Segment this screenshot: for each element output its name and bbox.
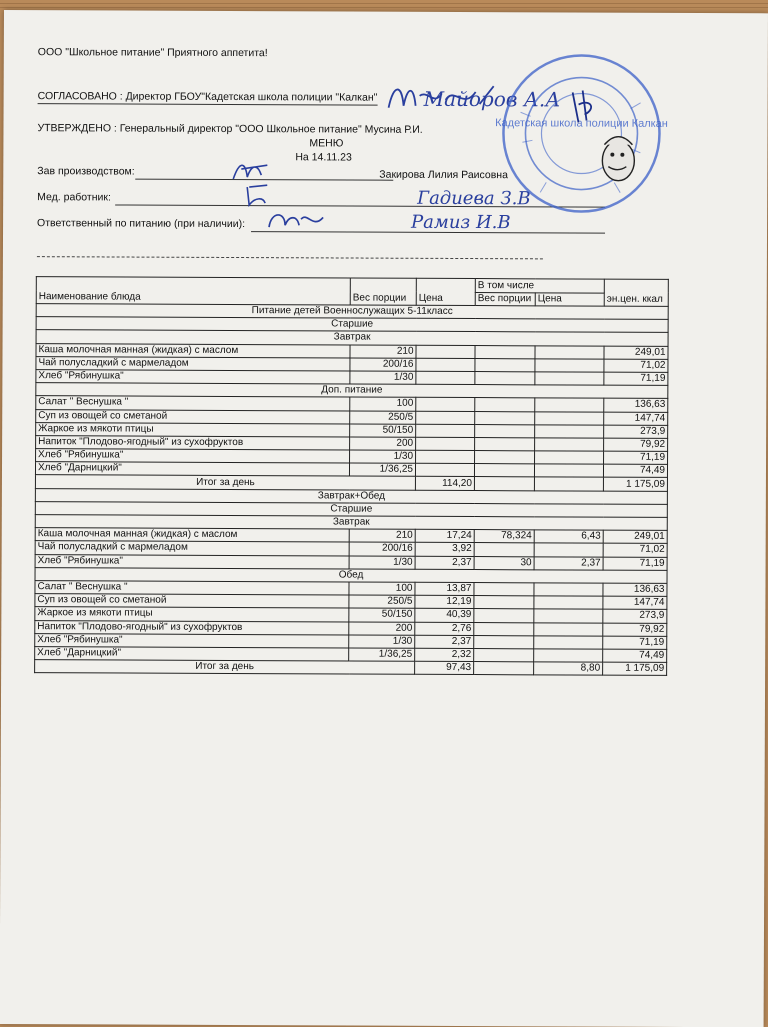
cell-portion: 210 (350, 345, 416, 358)
header-incl: В том числе (475, 279, 604, 293)
cell-ip (475, 371, 535, 384)
cell-kcal: 71,19 (603, 557, 667, 570)
cell-ip (474, 609, 534, 622)
cell-price: 40,39 (415, 609, 474, 622)
cell-ipr (534, 464, 603, 477)
cell-name: Хлеб "Рябинушка" (35, 554, 349, 569)
section-title-label: Завтрак+Обед (35, 488, 667, 504)
wood-grain (0, 7, 768, 8)
cell-kcal: 249,01 (604, 346, 668, 359)
header-energy: эн.цен. ккал (604, 279, 668, 306)
section-title-label: Питание детей Военнослужащих 5-11класс (36, 304, 668, 320)
cell-kcal: 71,19 (603, 636, 667, 649)
cell-kcal: 74,49 (603, 649, 667, 662)
cell-kcal: 79,92 (603, 623, 667, 636)
company-line: ООО "Школьное питание" Приятного аппетита! (37, 46, 268, 60)
cell-price: 13,87 (415, 582, 474, 595)
cell-ip (474, 543, 534, 556)
cell-ipr (535, 398, 604, 411)
cell-ipr (534, 609, 603, 622)
cell-ip: 30 (474, 556, 534, 569)
cell-name: Жаркое из мякоти птицы (35, 607, 349, 622)
cell-name: Напиток "Плодово-ягодный" из сухофруктов (35, 620, 349, 635)
cell-kcal: 71,19 (604, 372, 668, 385)
cell-portion: 50/150 (349, 608, 415, 621)
cell-name: Суп из овощей со сметаной (35, 594, 349, 609)
cell-name: Хлеб "Рябинушка" (36, 370, 350, 385)
cell-ip (474, 464, 534, 477)
cell-kcal: 249,01 (603, 530, 667, 543)
cell-ipr: 6,43 (534, 530, 603, 543)
cell-price (416, 398, 475, 411)
cell-total_ipr: 8,80 (534, 662, 603, 675)
meal-title-label: Завтрак (35, 515, 667, 531)
cell-total_kcal: 1 175,09 (603, 478, 667, 491)
header-portion: Вес порции (350, 278, 416, 305)
underline (38, 103, 378, 105)
cell-name: Хлеб "Рябинушка" (35, 633, 349, 648)
cell-portion: 200/16 (349, 542, 415, 555)
cell-ipr (534, 543, 603, 556)
cell-portion: 200 (350, 437, 416, 450)
cell-ipr (534, 636, 603, 649)
cell-portion: 50/150 (350, 424, 416, 437)
cell-kcal: 136,63 (603, 583, 667, 596)
cell-kcal: 273,9 (603, 609, 667, 622)
cell-portion: 1/36,25 (349, 463, 415, 476)
cell-name: Хлеб "Дарницкий" (35, 462, 349, 477)
cell-portion: 100 (349, 582, 415, 595)
cell-name: Хлеб "Дарницкий" (35, 647, 349, 662)
cell-price: 12,19 (415, 595, 474, 608)
cell-price: 2,37 (415, 635, 474, 648)
cell-price (416, 345, 475, 358)
table-header-row (36, 277, 668, 293)
resp-label: Ответственный по питанию (при наличии): (37, 217, 246, 231)
header-price: Цена (416, 278, 475, 305)
meal-title-label: Доп. питание (36, 383, 668, 399)
cell-portion: 250/5 (350, 411, 416, 424)
prod-name: Закирова Лилия Раисовна (379, 168, 508, 182)
cell-ip (474, 648, 534, 661)
cell-portion: 1/36,25 (349, 648, 415, 661)
resp-handwriting: Рамиз И.В (411, 211, 511, 234)
med-handwriting: Гадиева З.В (417, 187, 531, 210)
confirmed-line: УТВЕРЖДЕНО : Генеральный директор "ООО Школьное питание" Мусина Р.И. (37, 122, 423, 136)
menu-document (0, 10, 768, 1027)
cell-name: Салат " Веснушка " (36, 396, 350, 411)
cell-price (416, 450, 475, 463)
cell-name: Каша молочная манная (жидкая) с маслом (35, 528, 349, 543)
cell-ipr (535, 411, 604, 424)
cell-portion: 1/30 (350, 450, 416, 463)
cell-name: Каша молочная манная (жидкая) с маслом (36, 343, 350, 358)
cell-name: Жаркое из мякоти птицы (36, 422, 350, 437)
cell-ip: 78,324 (474, 530, 534, 543)
cell-name: Салат " Веснушка " (35, 581, 349, 596)
cell-ipr (535, 345, 604, 358)
cell-ipr (535, 372, 604, 385)
group-title-label: Старшие (36, 317, 668, 333)
cell-name: Чай полусладкий с мармеладом (35, 541, 349, 556)
cell-ipr (534, 649, 603, 662)
cell-ip (475, 437, 535, 450)
cell-name: Чай полусладкий с мармеладом (36, 356, 350, 371)
cell-price: 2,37 (415, 556, 474, 569)
cell-ip (475, 398, 535, 411)
cell-empty (474, 662, 534, 675)
cell-portion: 200 (349, 622, 415, 635)
cell-empty (474, 477, 534, 490)
prod-signature (227, 157, 277, 185)
cell-price: 17,24 (415, 529, 474, 542)
cell-empty (534, 477, 603, 490)
cell-total_label: Итог за день (35, 660, 415, 675)
cell-total_price: 114,20 (415, 477, 474, 490)
cell-price (416, 437, 475, 450)
cell-price (416, 371, 475, 384)
header-incl-portion: Вес порции (475, 292, 535, 306)
cell-price: 3,92 (415, 543, 474, 556)
director-handwriting: Майоров А.А (423, 86, 561, 112)
total-row (35, 660, 667, 676)
cell-total_label: Итог за день (35, 475, 415, 490)
cell-total_price: 97,43 (415, 661, 474, 674)
resp-signature (263, 207, 333, 235)
cell-price (416, 424, 475, 437)
approved-line: СОГЛАСОВАНО : Директор ГБОУ"Кадетская школа полиции "Калкан" (37, 90, 378, 104)
cell-ip (475, 358, 535, 371)
school-stamp (495, 52, 668, 215)
cell-ipr (534, 583, 603, 596)
cell-ipr (534, 622, 603, 635)
cell-portion: 250/5 (349, 595, 415, 608)
meal-title-label: Обед (35, 567, 667, 583)
meal-title-label: Завтрак (36, 330, 668, 346)
cell-portion: 1/30 (350, 371, 416, 384)
group-title-label: Старшие (35, 501, 667, 517)
cell-kcal: 71,02 (603, 543, 667, 556)
med-label: Мед. работник: (37, 191, 111, 204)
cell-ip (475, 424, 535, 437)
cell-ip (475, 411, 535, 424)
cell-portion: 1/30 (349, 635, 415, 648)
cell-price (416, 411, 475, 424)
cell-ip (475, 451, 535, 464)
cell-portion: 1/30 (349, 556, 415, 569)
cell-price (416, 358, 475, 371)
cell-price: 2,76 (415, 622, 474, 635)
cell-ipr: 2,37 (534, 556, 603, 569)
cell-portion: 200/16 (350, 358, 416, 371)
cell-name: Хлеб "Рябинушка" (36, 449, 350, 464)
cell-portion: 210 (349, 529, 415, 542)
wood-grain (0, 3, 768, 4)
cell-ip (474, 635, 534, 648)
cell-ipr (535, 438, 604, 451)
cell-kcal: 79,92 (604, 438, 668, 451)
cell-name: Напиток "Плодово-ягодный" из сухофруктов (36, 436, 350, 451)
cell-kcal: 71,19 (604, 451, 668, 464)
cell-kcal: 71,02 (604, 359, 668, 372)
cell-ipr (535, 451, 604, 464)
stamp-text: Кадетская школа полиции Калкан (495, 117, 668, 130)
cell-ip (474, 622, 534, 635)
dashed-separator (37, 256, 543, 259)
med-signature (239, 183, 279, 209)
director-signature (384, 76, 561, 117)
menu-title: МЕНЮ (309, 137, 344, 150)
cell-kcal: 74,49 (603, 464, 667, 477)
cell-ipr (535, 425, 604, 438)
header-name: Наименование блюда (36, 277, 350, 305)
cell-kcal: 147,74 (604, 412, 668, 425)
cell-price (415, 464, 474, 477)
cell-kcal: 273,9 (604, 425, 668, 438)
header-incl-price: Цена (535, 292, 604, 306)
cell-name: Суп из овощей со сметаной (36, 409, 350, 424)
cell-ip (475, 345, 535, 358)
prod-label: Зав производством: (37, 165, 135, 178)
cell-ipr (534, 596, 603, 609)
cell-kcal: 147,74 (603, 596, 667, 609)
cell-ip (474, 582, 534, 595)
cell-ipr (535, 359, 604, 372)
menu-table (34, 276, 669, 676)
menu-date: На 14.11.23 (295, 151, 352, 164)
cell-total_kcal: 1 175,09 (603, 662, 667, 675)
cell-ip (474, 596, 534, 609)
cell-kcal: 136,63 (604, 398, 668, 411)
cell-portion: 100 (350, 397, 416, 410)
cell-price: 2,32 (415, 648, 474, 661)
